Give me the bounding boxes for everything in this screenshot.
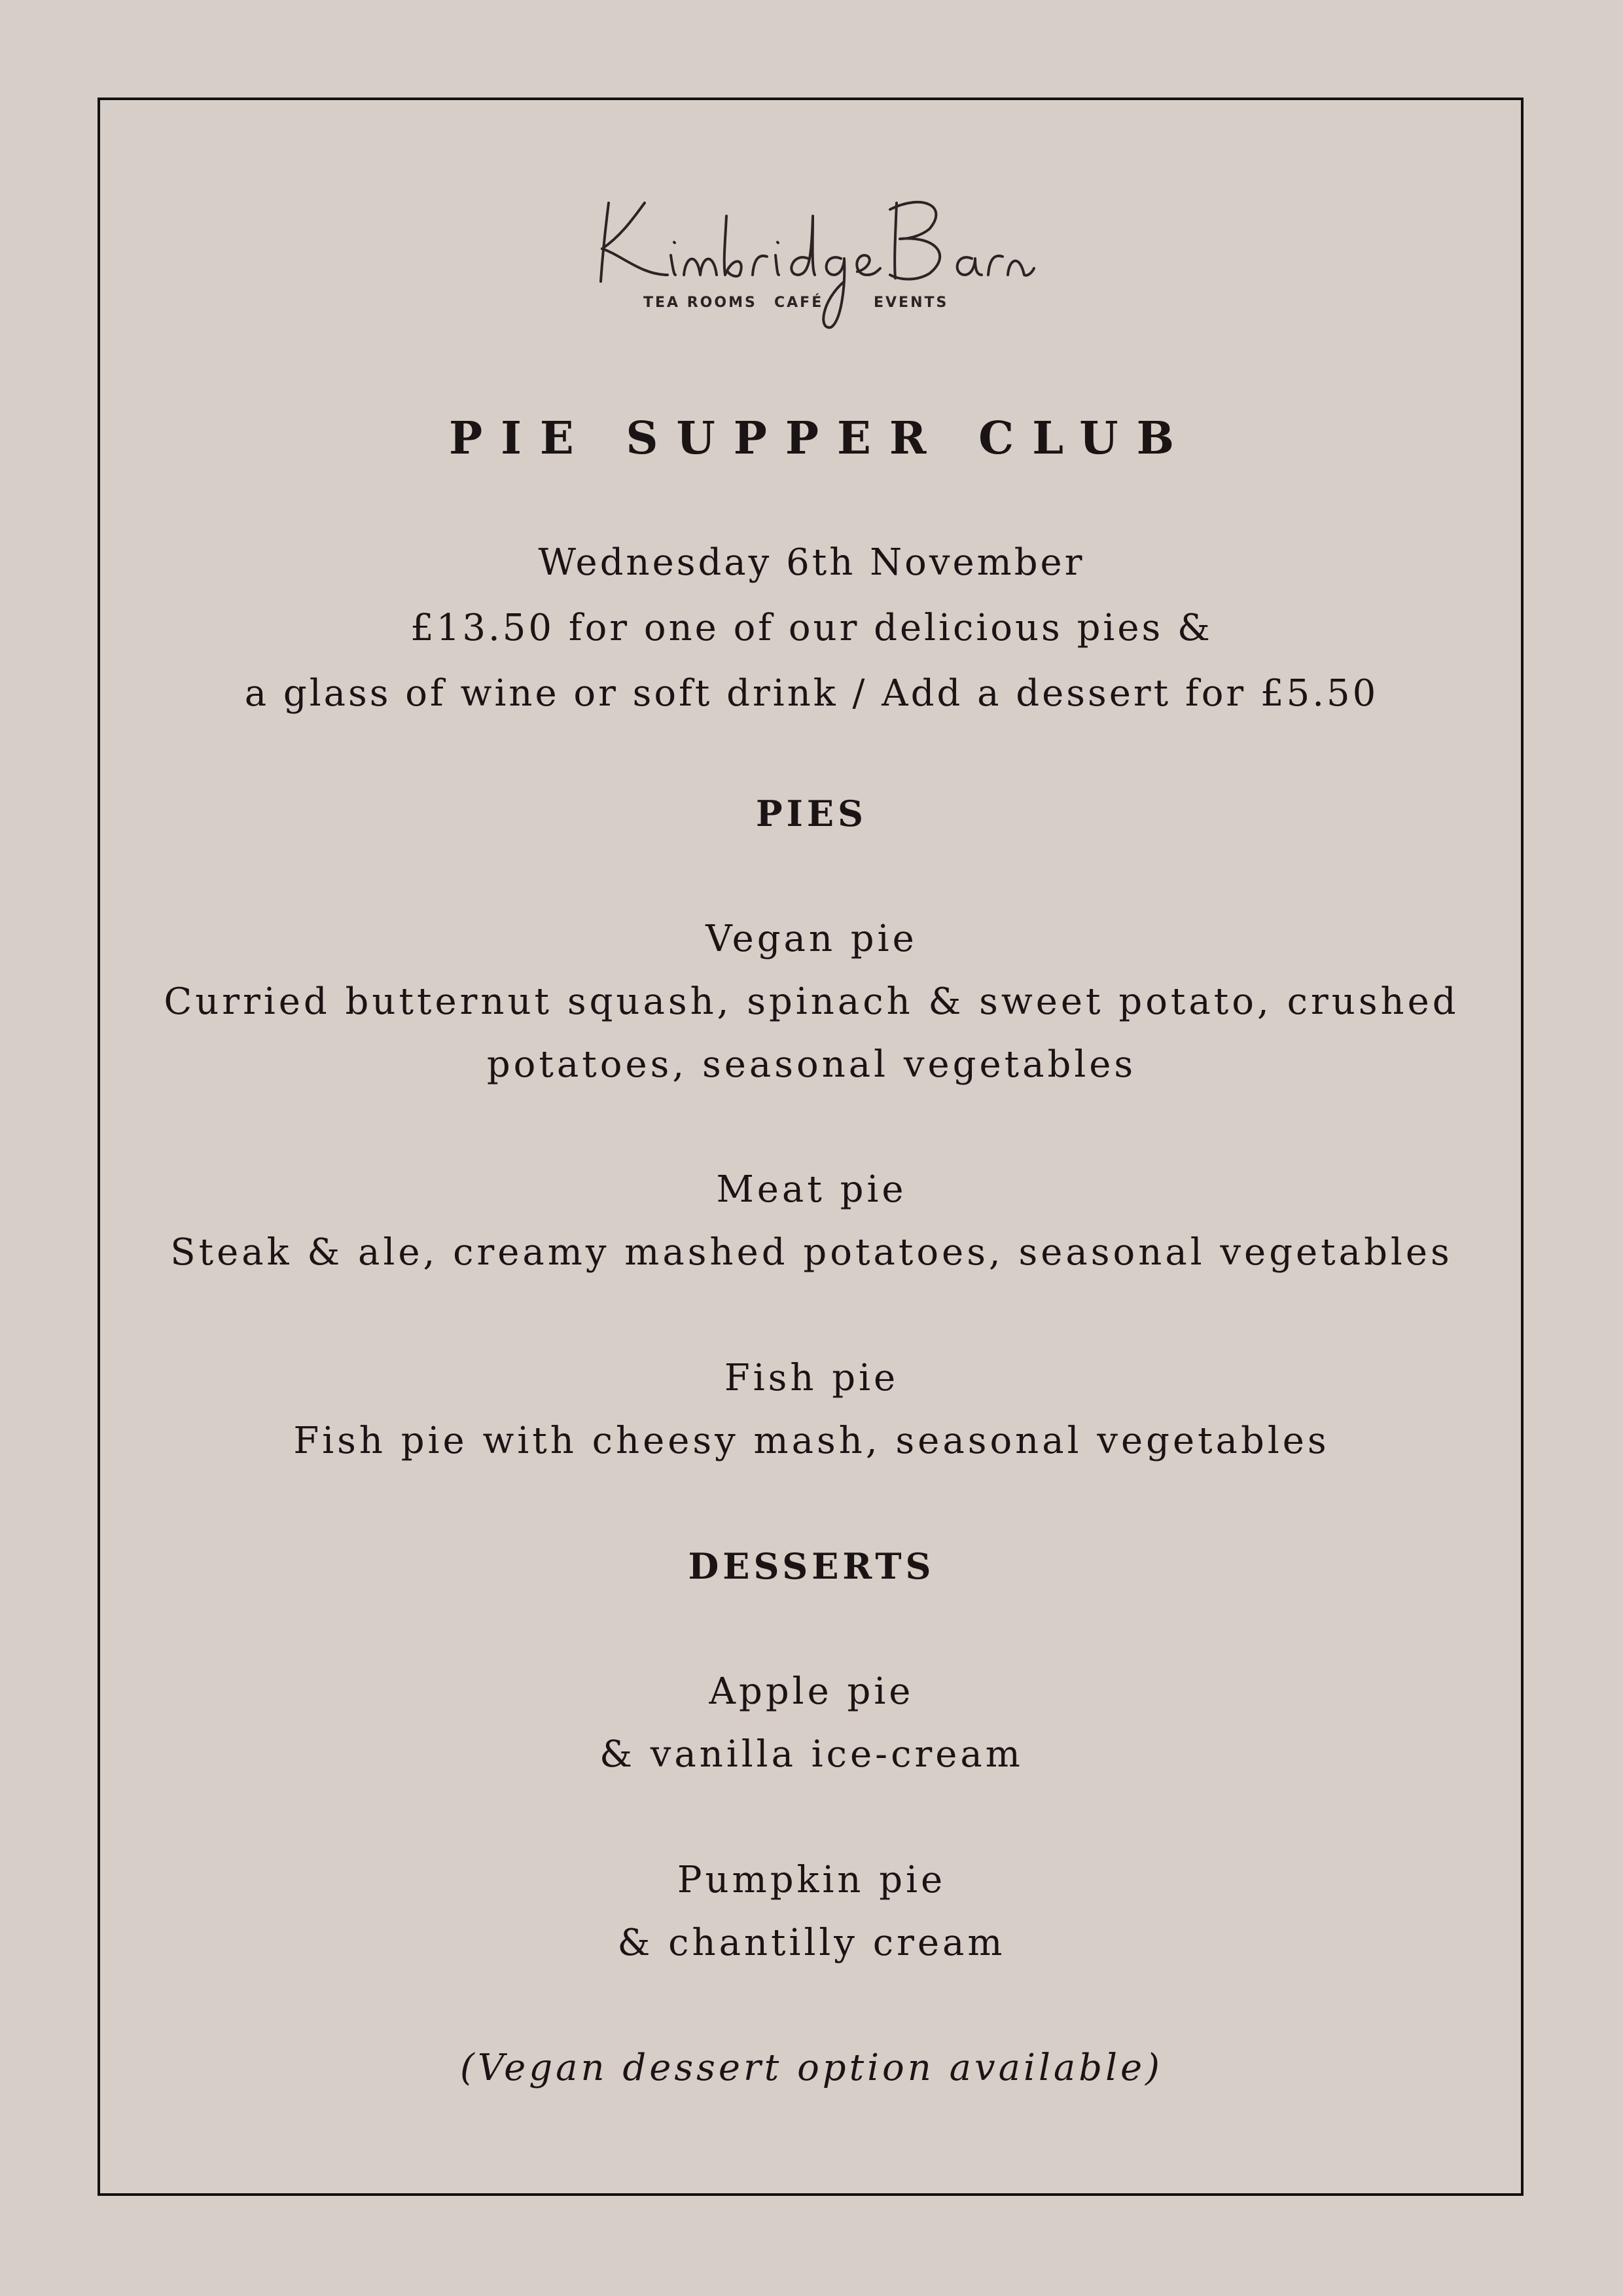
brand-tagline-tea-rooms: TEA ROOMS bbox=[643, 295, 757, 311]
brand-tagline-cafe: CAFÉ bbox=[774, 295, 824, 311]
vegan-dessert-note: (Vegan dessert option available) bbox=[460, 2047, 1163, 2089]
brand-logo bbox=[582, 177, 1041, 340]
brand-tagline-events: EVENTS bbox=[874, 295, 949, 311]
menu-item-description: Fish pie with cheesy mash, seasonal vegetables bbox=[293, 1420, 1330, 1462]
logo-script-image bbox=[582, 177, 1041, 340]
menu-item-description: & vanilla ice-cream bbox=[599, 1733, 1024, 1776]
menu-item-name: Meat pie bbox=[716, 1168, 907, 1211]
event-date: Wednesday 6th November bbox=[538, 541, 1085, 584]
menu-item-name: Apple pie bbox=[709, 1670, 914, 1713]
page-title: PIE SUPPER CLUB bbox=[448, 412, 1193, 465]
offer-line-1: £13.50 for one of our delicious pies & bbox=[410, 607, 1213, 649]
pies-heading: PIES bbox=[755, 793, 868, 834]
offer-line-2: a glass of wine or soft drink / Add a dessert for £5.50 bbox=[244, 672, 1379, 715]
menu-item-description: Curried butternut squash, spinach & sweet potato, crushed bbox=[164, 980, 1459, 1023]
desserts-heading: DESSERTS bbox=[688, 1545, 935, 1587]
menu-item-description: Steak & ale, creamy mashed potatoes, seasonal vegetables bbox=[170, 1231, 1453, 1274]
menu-item-description: potatoes, seasonal vegetables bbox=[486, 1043, 1137, 1086]
menu-item-name: Pumpkin pie bbox=[677, 1859, 946, 1901]
menu-item-name: Fish pie bbox=[724, 1357, 899, 1399]
menu-item-description: & chantilly cream bbox=[617, 1922, 1006, 1964]
menu-item-name: Vegan pie bbox=[705, 918, 918, 960]
